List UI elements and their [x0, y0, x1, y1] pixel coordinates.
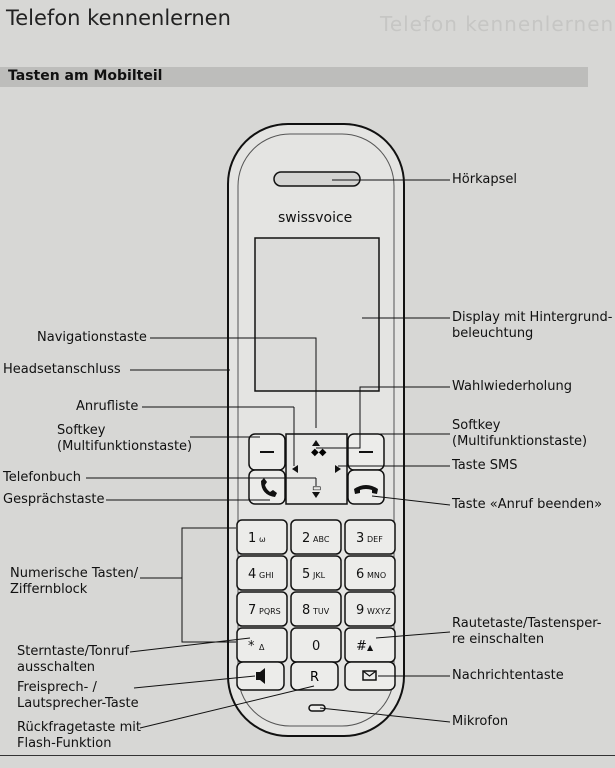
label-rueckfrage-2: Flash-Funktion [17, 736, 112, 751]
label-anruf-beenden: Taste «Anruf beenden» [452, 497, 603, 512]
label-headset: Headsetanschluss [3, 362, 121, 377]
keypad-key-letters: WXYZ [367, 607, 391, 616]
keypad-key-digit: 2 [302, 531, 311, 546]
brand-logo: swissvoice [278, 210, 353, 226]
label-softkey-right-1: Softkey [452, 418, 501, 433]
label-softkey-left-2: (Multifunktionstaste) [57, 439, 193, 454]
keypad-key-letters: TUV [313, 607, 330, 616]
label-anrufliste: Anrufliste [76, 399, 139, 414]
bleed-through-text: Telefon kennenlernen [380, 12, 615, 36]
label-raute-2: re einschalten [452, 632, 545, 647]
keypad-key-digit: 6 [356, 567, 365, 582]
label-wahlwiederholung: Wahlwiederholung [452, 379, 572, 394]
label-numerische-1: Numerische Tasten/ [10, 566, 139, 581]
label-navigationstaste: Navigationstaste [37, 330, 147, 345]
keypad-key-digit: 1 [248, 531, 257, 546]
label-numerische-2: Ziffernblock [10, 582, 88, 597]
label-gespraechstaste: Gesprächstaste [3, 492, 105, 507]
call-key [249, 470, 285, 504]
label-telefonbuch: Telefonbuch [3, 470, 81, 485]
label-display-2: beleuchtung [452, 326, 534, 341]
keypad-key-digit: 5 [302, 567, 311, 582]
r-key-label: R [310, 670, 320, 685]
label-softkey-right-2: (Multifunktionstaste) [452, 434, 588, 449]
keypad-key-letters: PQRS [259, 607, 281, 616]
label-freisprech-2: Lautsprecher-Taste [17, 696, 139, 711]
keypad-key-letters: ▲ [367, 643, 374, 652]
keypad-key-digit: 7 [248, 603, 257, 618]
label-raute-1: Rautetaste/Tastensper- [452, 616, 602, 631]
redial-glyph-icon: ◆◆ [311, 447, 327, 458]
label-taste-sms: Taste SMS [452, 458, 518, 473]
bottom-rule [0, 755, 615, 756]
label-display-1: Display mit Hintergrund- [452, 310, 613, 325]
keypad-key-letters: MNO [367, 571, 387, 580]
keypad-key-letters: JKL [313, 571, 326, 580]
label-stern-1: Sterntaste/Tonruf [17, 644, 130, 659]
keypad-key-letters: Δ [259, 643, 265, 652]
keypad-key-digit: # [356, 639, 367, 654]
earpiece [274, 172, 360, 186]
keypad-key-digit: 3 [356, 531, 365, 546]
keypad-key-letters: ω [259, 535, 266, 544]
keypad-key-digit: 4 [248, 567, 257, 582]
keypad-key-digit: 8 [302, 603, 311, 618]
label-nachrichtentaste: Nachrichtentaste [452, 668, 564, 683]
phonebook-glyph-icon: ▭ [312, 483, 322, 494]
page-title: Telefon kennenlernen [6, 6, 231, 30]
label-softkey-left-1: Softkey [57, 423, 106, 438]
keypad-key-letters: GHI [259, 571, 274, 580]
keypad-key-letters: ABC [313, 535, 330, 544]
label-mikrofon: Mikrofon [452, 714, 509, 729]
section-title: Tasten am Mobilteil [8, 68, 163, 84]
keypad-key-digit: 0 [312, 639, 321, 654]
display [255, 238, 379, 391]
keypad-key-digit: * [248, 639, 255, 654]
label-rueckfrage-1: Rückfragetaste mit [17, 720, 141, 735]
keypad-key-digit: 9 [356, 603, 365, 618]
label-hoerkapsel: Hörkapsel [452, 172, 517, 187]
label-freisprech-1: Freisprech- / [17, 680, 97, 695]
keypad-key-letters: DEF [367, 535, 383, 544]
label-stern-2: ausschalten [17, 660, 96, 675]
